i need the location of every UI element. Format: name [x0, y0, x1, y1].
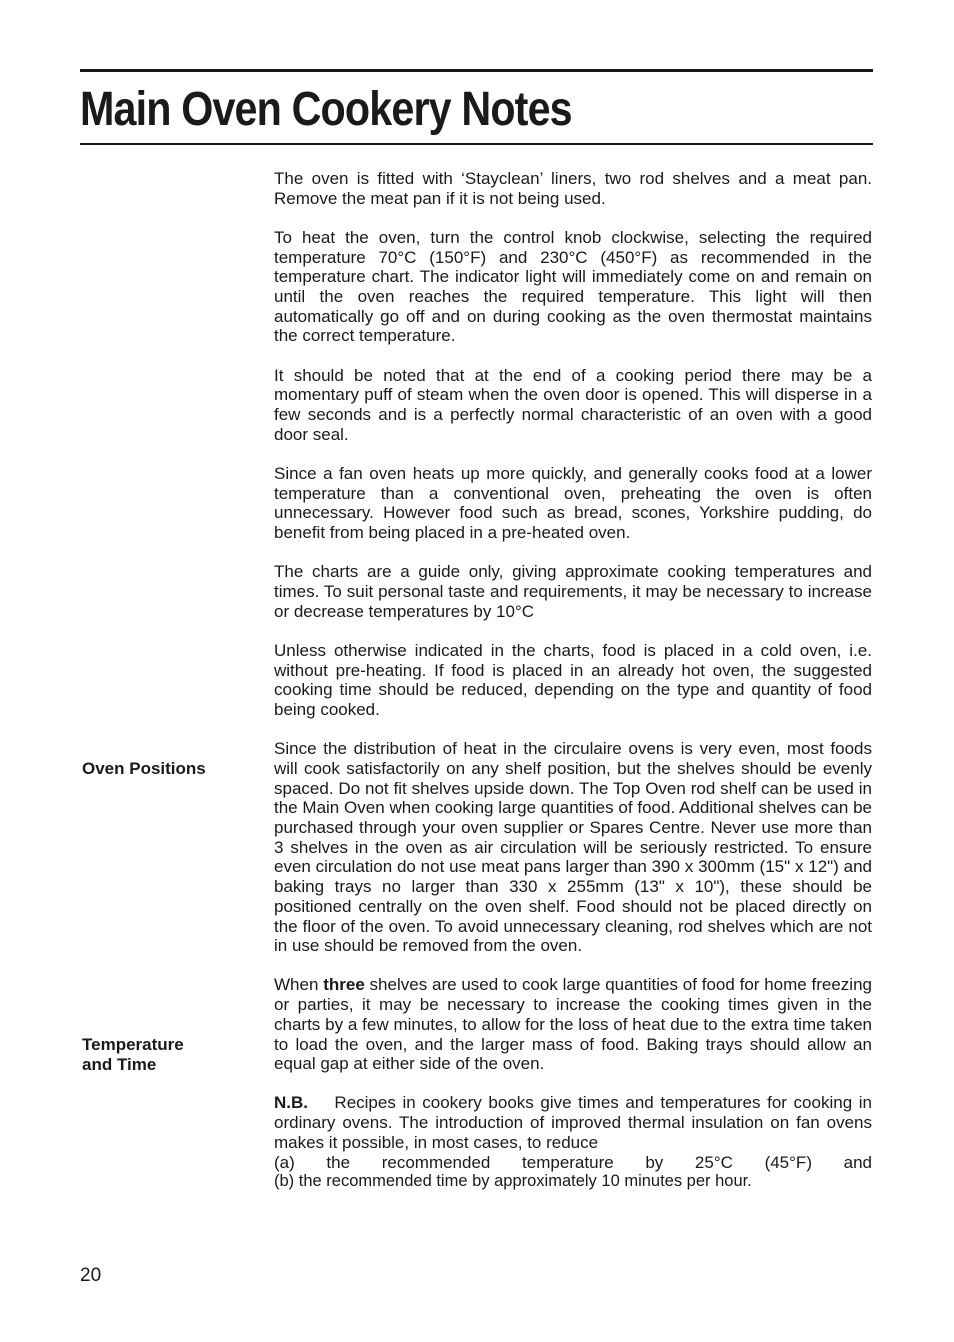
- text-after: shelves are used to cook large quantities of food for home freezing or parties, it may be necessary to increase the cooking times given in the charts by a few minutes, to allow for the loss of heat due to the extra time taken to load the oven, and the larger mass of food. Baking trays should allow an equal gap at either side of the oven.: [274, 975, 872, 1074]
- page-number: 20: [80, 1265, 102, 1286]
- intro-paragraph: The oven is fitted with ‘Stayclean’ liners, two rod shelves and a meat pan. Remove the meat pan if it is not being used.: [274, 169, 872, 208]
- oven-positions-text: Since the distribution of heat in the circulaire ovens is very even, most foods will cook satisfactorily on any shelf position, but the shelves should be evenly spaced. Do not fit shelves upside down. The Top Oven rod shelf can be used in the Main Oven when cooking large quantities of food. Additional shelves can be purchased through your oven supplier or Spares Centre. Never use more than 3 shelves in the oven as air circulation will be seriously restricted. To ensure even circulation do not use meat pans larger than 390 x 300mm (15" x 12") and baking trays no larger than 330 x 255mm (13" x 10"), these should be positioned centrally on the oven shelf. Food should not be placed directly on the floor of the oven. To avoid unnecessary cleaning, rod shelves which are not in use should be removed from the oven.: [274, 739, 872, 956]
- body-column: [274, 169, 872, 1192]
- intro-paragraph: The charts are a guide only, giving approximate cooking temperatures and times. To suit personal taste and requirements, it may be necessary to increase or decrease temperatures by 10°C: [274, 562, 872, 621]
- intro-paragraph: Since a fan oven heats up more quickly, and generally cooks food at a lower temperature than a conventional oven, preheating the oven is often unnecessary. However food such as bread, scones, Yorkshire pudding, do benefit from being placed in a pre-heated oven.: [274, 463, 872, 543]
- label-line-2: and Time: [82, 1055, 157, 1074]
- label-line-1: Temperature: [82, 1035, 184, 1054]
- section-label-temperature-time: [82, 1035, 184, 1075]
- intro-paragraph: Unless otherwise indicated in the charts, food is placed in a cold oven, i.e. without pre-heating. If food is placed in an already hot oven, the suggested cooking time should be reduced, depending on the type and quantity of food being cooked.: [274, 640, 872, 719]
- page-title: Main Oven Cookery Notes: [80, 83, 572, 136]
- emphasis-three: three: [323, 975, 365, 995]
- nb-item-b: (b) the recommended time by approximately 10 minutes per hour.: [274, 1172, 752, 1191]
- title-rule-top: [80, 69, 873, 72]
- text-before: When: [274, 975, 324, 995]
- nb-paragraph: [274, 1093, 872, 1152]
- intro-paragraph: To heat the oven, turn the control knob clockwise, selecting the required temperature 70°C (150°F) and 230°C (450°F) as recommended in the temperature chart. The indicator light will immediately come on and remain on until the oven reaches the required temperature. This light will then automatically go off and on during cooking as the oven thermostat maintains the correct temperature.: [274, 227, 872, 346]
- nb-item-a: (a) the recommended temperature by 25°C (45°F) and: [274, 1152, 872, 1172]
- temperature-time-text: [274, 975, 872, 1074]
- nb-text: Recipes in cookery books give times and temperatures for cooking in ordinary ovens. The introduction of improved thermal insulation on fan ovens makes it possible, in most cases, to reduce: [274, 1093, 872, 1152]
- section-label-oven-positions: Oven Positions: [82, 759, 206, 778]
- title-rule-bottom: [80, 143, 873, 145]
- intro-paragraph: It should be noted that at the end of a cooking period there may be a momentary puff of steam when the oven door is opened. This will disperse in a few seconds and is a perfectly normal characteristic of an oven with a good door seal.: [274, 365, 872, 444]
- nb-label: N.B.: [274, 1093, 308, 1113]
